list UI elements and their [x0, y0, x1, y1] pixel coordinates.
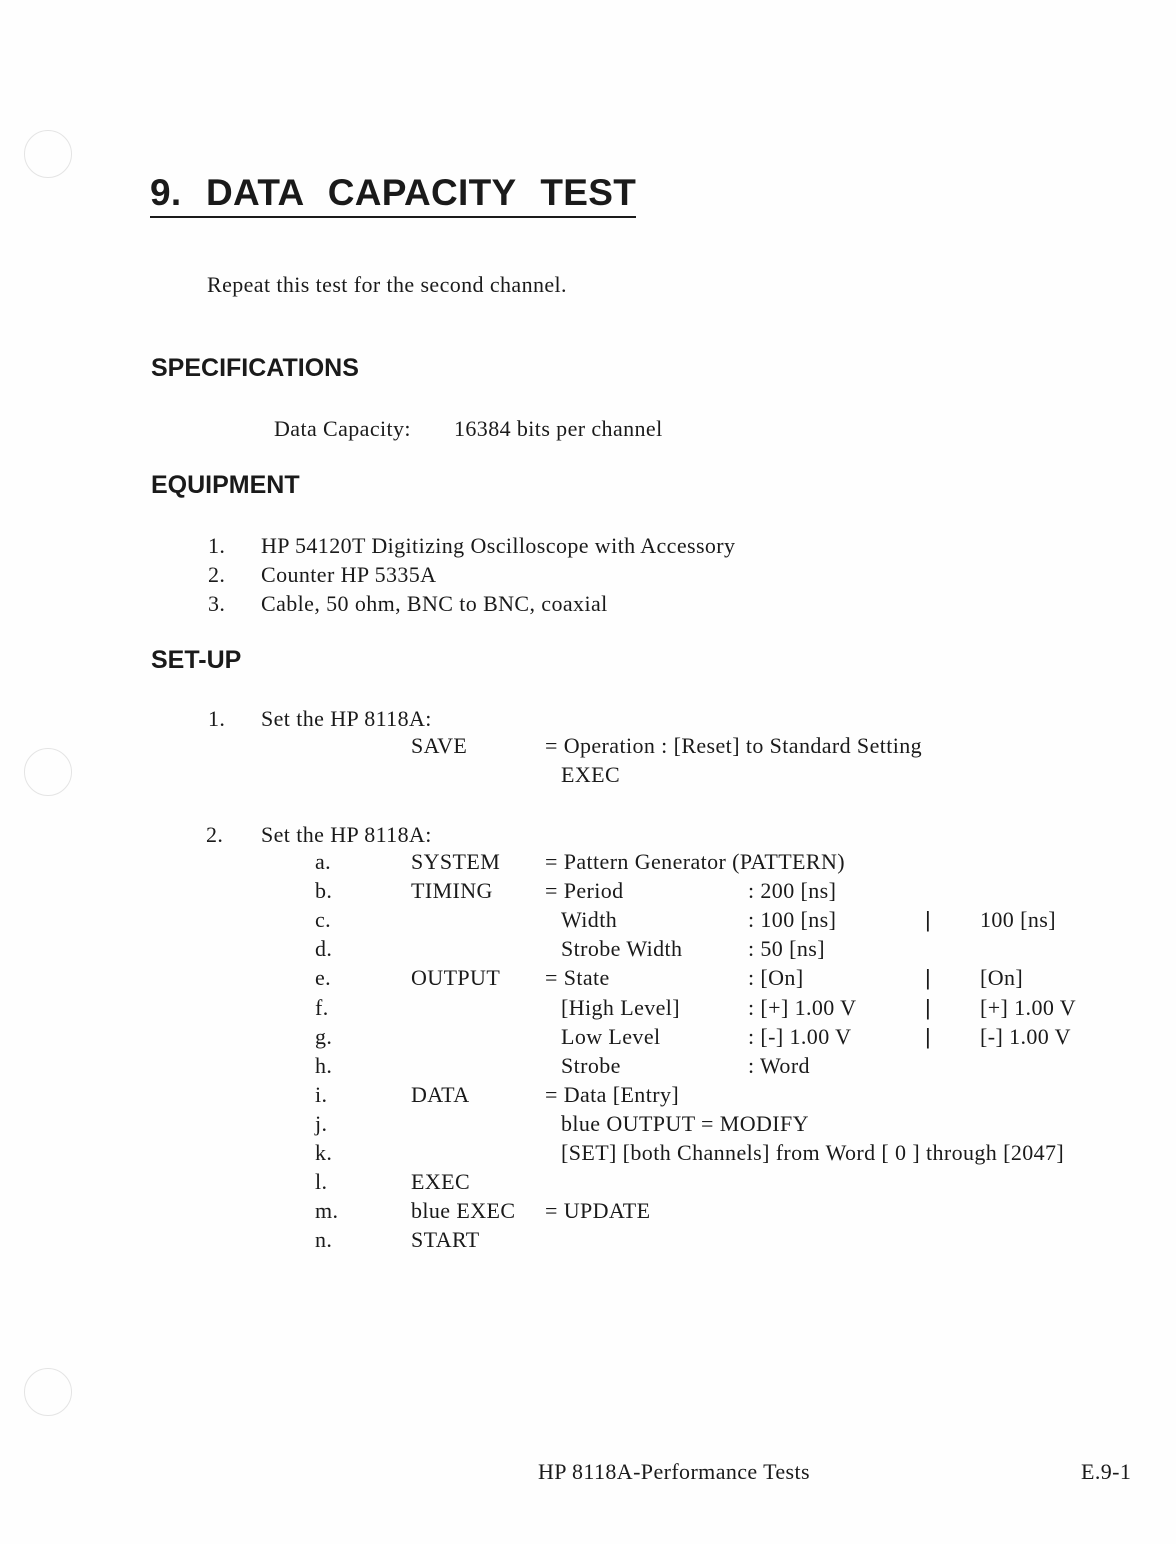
row-param: [High Level] [561, 994, 681, 1020]
step2-num: 2. [206, 822, 224, 847]
row-letter: e. [315, 965, 332, 991]
intro-text: Repeat this test for the second channel. [207, 272, 567, 297]
footer-title: HP 8118A-Performance Tests [538, 1459, 810, 1484]
equipment-heading: EQUIPMENT [151, 471, 300, 499]
row-value-ch1: : 200 [ns] [748, 878, 837, 904]
row-key: blue EXEC [411, 1198, 516, 1224]
row-param: = Pattern Generator (PATTERN) [545, 849, 845, 874]
row-letter: l. [315, 1169, 328, 1195]
row-letter: b. [315, 878, 333, 904]
row-value-ch1: : [-] 1.00 V [748, 1023, 852, 1049]
step1-line1: = Operation : [Reset] to Standard Setting [545, 733, 923, 758]
page-number: E.9-1 [1081, 1459, 1132, 1484]
row-letter: m. [315, 1198, 339, 1224]
page-title: 9. DATA CAPACITY TEST [150, 172, 636, 218]
row-key: EXEC [411, 1169, 471, 1195]
row-param: [SET] [both Channels] from Word [ 0 ] through [2047] [561, 1140, 1065, 1165]
equipment-item-text: Cable, 50 ohm, BNC to BNC, coaxial [261, 591, 608, 616]
row-value-ch1: : [+] 1.00 V [748, 994, 857, 1020]
row-key: TIMING [411, 878, 493, 904]
row-letter: c. [315, 907, 332, 933]
row-key: START [411, 1227, 480, 1253]
row-separator: | [925, 1023, 932, 1049]
binder-hole-top [24, 130, 72, 178]
row-param: = UPDATE [545, 1198, 651, 1224]
row-key: DATA [411, 1081, 470, 1107]
row-param: Strobe Width [561, 936, 683, 962]
row-letter: d. [315, 936, 333, 962]
row-value-ch1: : [On] [748, 965, 804, 991]
row-letter: n. [315, 1227, 333, 1253]
row-param: Width [561, 907, 618, 933]
specifications-heading: SPECIFICATIONS [151, 354, 359, 382]
equipment-item-num: 3. [208, 591, 226, 616]
row-value-ch2: [-] 1.00 V [980, 1023, 1071, 1049]
equipment-item-num: 2. [208, 562, 226, 587]
row-param: = Period [545, 878, 624, 904]
row-key: OUTPUT [411, 965, 501, 991]
row-letter: f. [315, 994, 329, 1020]
row-param: blue OUTPUT = MODIFY [561, 1110, 809, 1136]
spec-value: 16384 bits per channel [454, 416, 663, 441]
binder-hole-middle [24, 748, 72, 796]
row-letter: a. [315, 849, 332, 874]
row-value-ch2: [On] [980, 965, 1024, 991]
step1-key: SAVE [411, 733, 468, 758]
row-param: Strobe [561, 1052, 621, 1078]
row-param: Low Level [561, 1023, 661, 1049]
step1-line2: EXEC [561, 762, 621, 787]
row-value-ch2: [+] 1.00 V [980, 994, 1077, 1020]
row-letter: k. [315, 1140, 333, 1165]
row-value-ch1: : Word [748, 1052, 810, 1078]
equipment-item-num: 1. [208, 533, 226, 558]
binder-hole-bottom [24, 1368, 72, 1416]
row-separator: | [925, 994, 932, 1020]
equipment-item-text: Counter HP 5335A [261, 562, 437, 587]
row-separator: | [925, 907, 932, 933]
spec-label: Data Capacity: [274, 416, 411, 441]
row-separator: | [925, 965, 932, 991]
row-value-ch1: : 100 [ns] [748, 907, 837, 933]
setup-heading: SET-UP [151, 646, 242, 674]
row-letter: h. [315, 1052, 333, 1078]
row-letter: j. [315, 1110, 328, 1136]
row-param: = Data [Entry] [545, 1081, 680, 1107]
row-letter: i. [315, 1081, 328, 1107]
step1-text: Set the HP 8118A: [261, 706, 432, 731]
step1-num: 1. [208, 706, 226, 731]
row-value-ch1: : 50 [ns] [748, 936, 825, 962]
step2-text: Set the HP 8118A: [261, 822, 432, 847]
equipment-item-text: HP 54120T Digitizing Oscilloscope with Accessory [261, 533, 736, 558]
row-param: = State [545, 965, 610, 991]
row-value-ch2: 100 [ns] [980, 907, 1056, 933]
row-key: SYSTEM [411, 849, 501, 874]
row-letter: g. [315, 1023, 333, 1049]
